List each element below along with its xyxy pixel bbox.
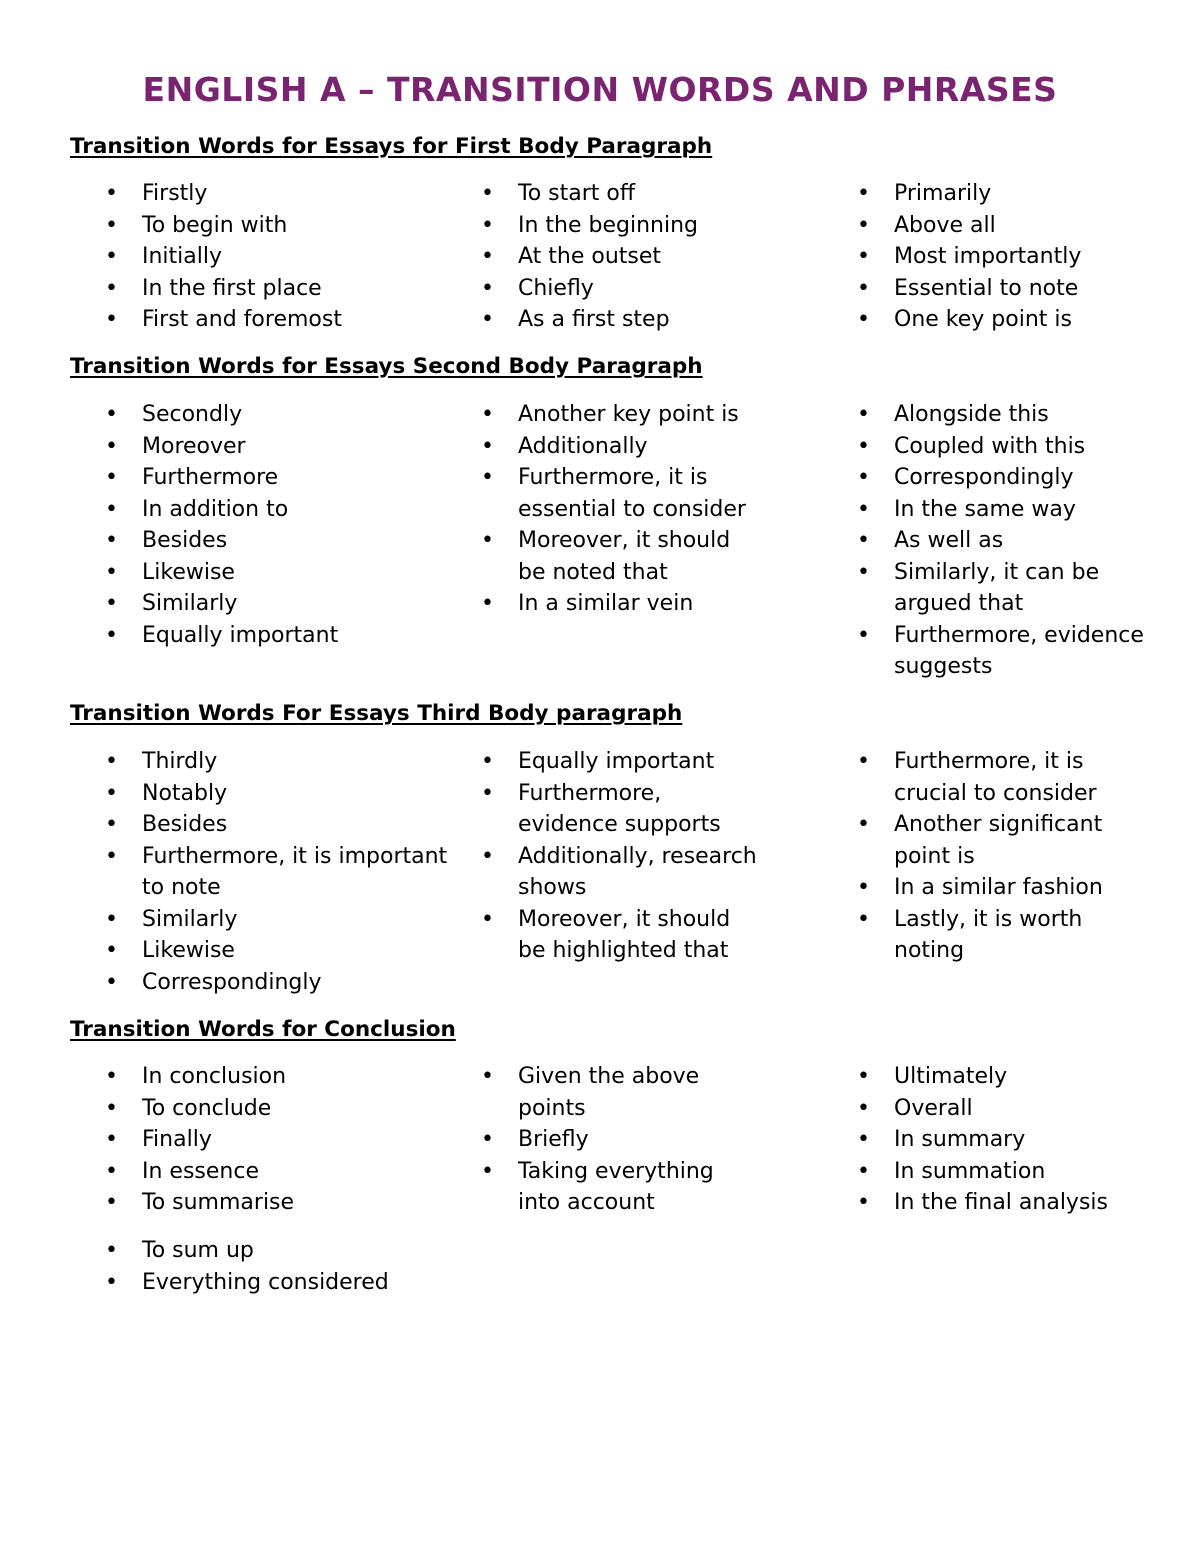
list-item-text: Correspondingly bbox=[894, 465, 1074, 490]
bullet-icon: • bbox=[857, 749, 870, 774]
list-item-text: Additionally, research shows bbox=[518, 843, 757, 900]
list-item-text: Initially bbox=[142, 244, 223, 269]
bullet-icon: • bbox=[857, 181, 870, 206]
list-item bbox=[105, 1156, 462, 1188]
list-item bbox=[857, 304, 1144, 336]
list-item-text: In a similar fashion bbox=[894, 875, 1103, 900]
bullet-icon: • bbox=[481, 528, 494, 553]
bullet-icon: • bbox=[105, 1064, 118, 1089]
list-item-text: Furthermore, evidence suggests bbox=[894, 622, 1144, 679]
list-item-text: Finally bbox=[142, 1127, 212, 1152]
list-item bbox=[857, 872, 1144, 904]
section-heading: Transition Words for Essays for First Body Paragraph bbox=[70, 134, 713, 159]
list-item bbox=[481, 1061, 758, 1124]
bullet-icon: • bbox=[857, 307, 870, 332]
word-list-column-2 bbox=[481, 1061, 758, 1219]
list-item-text: In essence bbox=[142, 1158, 259, 1184]
bullet-icon: • bbox=[105, 1095, 118, 1121]
bullet-icon: • bbox=[105, 969, 118, 995]
list-item bbox=[481, 241, 758, 273]
list-item-text: To conclude bbox=[142, 1095, 272, 1121]
list-item bbox=[481, 210, 758, 242]
page-title: ENGLISH A – TRANSITION WORDS AND PHRASES bbox=[142, 70, 1058, 109]
list-item bbox=[105, 1267, 462, 1299]
bullet-icon: • bbox=[105, 591, 118, 616]
bullet-icon: • bbox=[481, 433, 494, 459]
list-item-text: Moreover, it should be highlighted that bbox=[518, 906, 731, 963]
list-item bbox=[105, 904, 462, 936]
list-item bbox=[857, 1061, 1144, 1093]
bullet-icon: • bbox=[481, 1158, 494, 1184]
bullet-icon: • bbox=[105, 307, 118, 332]
section-heading: Transition Words for Conclusion bbox=[70, 1017, 456, 1042]
bullet-icon: • bbox=[857, 212, 870, 238]
list-item bbox=[105, 557, 462, 589]
list-item-text: Most importantly bbox=[894, 244, 1082, 269]
list-item-text: In the first place bbox=[142, 275, 322, 301]
list-item-text: As a first step bbox=[518, 307, 670, 332]
list-item-text: Moreover, it should be noted that bbox=[518, 528, 731, 585]
list-item bbox=[857, 431, 1144, 463]
list-item bbox=[857, 620, 1144, 683]
list-item-text: Likewise bbox=[142, 559, 235, 585]
list-item-text: Primarily bbox=[894, 181, 992, 206]
list-item-text: Besides bbox=[142, 528, 228, 553]
list-item bbox=[105, 841, 462, 904]
list-item-text: To sum up bbox=[142, 1238, 254, 1263]
bullet-icon: • bbox=[105, 938, 118, 963]
list-item bbox=[481, 841, 758, 904]
bullet-icon: • bbox=[105, 244, 118, 269]
list-item bbox=[857, 809, 1144, 872]
bullet-icon: • bbox=[857, 528, 870, 553]
word-list-column-2 bbox=[481, 746, 758, 967]
list-item-text: Similarly bbox=[142, 906, 238, 932]
list-item bbox=[857, 1156, 1144, 1188]
list-item-text: At the outset bbox=[518, 244, 662, 269]
bullet-icon: • bbox=[481, 1064, 494, 1089]
list-item bbox=[105, 1187, 462, 1219]
list-item bbox=[481, 778, 758, 841]
list-item bbox=[481, 273, 758, 305]
bullet-icon: • bbox=[481, 1127, 494, 1152]
list-item bbox=[857, 1187, 1144, 1219]
list-item bbox=[481, 1156, 758, 1219]
list-item bbox=[857, 1093, 1144, 1125]
list-item-text: Additionally bbox=[518, 433, 648, 459]
list-item-text: Equally important bbox=[518, 749, 715, 774]
bullet-icon: • bbox=[105, 1269, 118, 1295]
bullet-icon: • bbox=[481, 591, 494, 616]
bullet-icon: • bbox=[857, 1190, 870, 1215]
bullet-icon: • bbox=[857, 1127, 870, 1152]
list-item bbox=[857, 1124, 1144, 1156]
list-item bbox=[481, 746, 758, 778]
section-heading: Transition Words For Essays Third Body paragraph bbox=[70, 701, 683, 726]
list-item bbox=[481, 1124, 758, 1156]
list-item bbox=[481, 462, 758, 525]
list-item bbox=[481, 904, 758, 967]
bullet-icon: • bbox=[105, 559, 118, 585]
bullet-icon: • bbox=[105, 1190, 118, 1215]
list-item bbox=[857, 273, 1144, 305]
bullet-icon: • bbox=[481, 749, 494, 774]
bullet-icon: • bbox=[857, 875, 870, 900]
bullet-icon: • bbox=[105, 465, 118, 490]
list-item-text: Thirdly bbox=[142, 749, 218, 774]
word-list-column-1 bbox=[105, 178, 462, 336]
list-item bbox=[105, 588, 462, 620]
list-item-text: Given the above points bbox=[518, 1064, 700, 1121]
list-item-text: Ultimately bbox=[894, 1064, 1008, 1089]
word-list-column-1 bbox=[105, 399, 462, 651]
list-item bbox=[105, 967, 462, 999]
list-item-text: Essential to note bbox=[894, 275, 1079, 301]
word-list-extra bbox=[105, 1235, 462, 1298]
bullet-icon: • bbox=[105, 181, 118, 206]
list-item bbox=[105, 1124, 462, 1156]
list-item bbox=[105, 178, 462, 210]
list-item-text: Firstly bbox=[142, 181, 208, 206]
bullet-icon: • bbox=[857, 906, 870, 932]
list-item-text: Equally important bbox=[142, 622, 339, 648]
list-item-text: Coupled with this bbox=[894, 433, 1086, 459]
bullet-icon: • bbox=[857, 559, 870, 585]
list-item-text: Lastly, it is worth noting bbox=[894, 906, 1083, 963]
list-item bbox=[857, 399, 1144, 431]
bullet-icon: • bbox=[105, 749, 118, 774]
list-item bbox=[857, 904, 1144, 967]
bullet-icon: • bbox=[105, 843, 118, 869]
bullet-icon: • bbox=[481, 402, 494, 427]
list-item-text: Briefly bbox=[518, 1127, 589, 1152]
bullet-icon: • bbox=[105, 812, 118, 837]
bullet-icon: • bbox=[857, 496, 870, 522]
bullet-icon: • bbox=[857, 1095, 870, 1121]
list-item bbox=[857, 462, 1144, 494]
word-list-column-1 bbox=[105, 746, 462, 998]
bullet-icon: • bbox=[857, 1158, 870, 1184]
bullet-icon: • bbox=[481, 212, 494, 238]
word-list-column-3 bbox=[857, 399, 1144, 683]
list-item-text: Another key point is bbox=[518, 402, 739, 427]
list-item-text: One key point is bbox=[894, 307, 1072, 332]
list-item bbox=[857, 210, 1144, 242]
list-item-text: Overall bbox=[894, 1095, 973, 1121]
list-item-text: Chiefly bbox=[518, 275, 594, 301]
bullet-icon: • bbox=[105, 906, 118, 932]
list-item bbox=[481, 525, 758, 588]
bullet-icon: • bbox=[105, 433, 118, 459]
list-item-text: Furthermore, it is important to note bbox=[142, 843, 448, 900]
list-item bbox=[105, 399, 462, 431]
list-item-text: Similarly, it can be argued that bbox=[894, 559, 1100, 616]
bullet-icon: • bbox=[105, 402, 118, 427]
list-item bbox=[105, 273, 462, 305]
list-item bbox=[105, 746, 462, 778]
list-item bbox=[105, 620, 462, 652]
list-item bbox=[481, 399, 758, 431]
bullet-icon: • bbox=[481, 906, 494, 932]
bullet-icon: • bbox=[105, 1127, 118, 1152]
list-item bbox=[857, 178, 1144, 210]
list-item-text: In summation bbox=[894, 1158, 1046, 1184]
list-item-text: Notably bbox=[142, 780, 228, 806]
bullet-icon: • bbox=[481, 244, 494, 269]
list-item bbox=[105, 1093, 462, 1125]
bullet-icon: • bbox=[857, 1064, 870, 1089]
word-list-column-3 bbox=[857, 178, 1144, 336]
list-item-text: Furthermore, evidence supports bbox=[518, 780, 721, 837]
word-list-column-3 bbox=[857, 746, 1144, 967]
list-item bbox=[105, 778, 462, 810]
list-item bbox=[105, 1235, 462, 1267]
word-list-column-2 bbox=[481, 399, 758, 620]
list-item-text: Everything considered bbox=[142, 1269, 389, 1295]
bullet-icon: • bbox=[857, 465, 870, 490]
list-item bbox=[105, 1061, 462, 1093]
list-item bbox=[105, 525, 462, 557]
list-item-text: Another significant point is bbox=[894, 812, 1103, 869]
bullet-icon: • bbox=[857, 244, 870, 269]
list-item-text: Furthermore bbox=[142, 465, 279, 490]
list-item-text: Alongside this bbox=[894, 402, 1049, 427]
list-item-text: In addition to bbox=[142, 496, 289, 522]
list-item-text: To begin with bbox=[142, 212, 288, 238]
bullet-icon: • bbox=[105, 1158, 118, 1184]
list-item-text: As well as bbox=[894, 528, 1004, 553]
list-item bbox=[857, 557, 1144, 620]
word-list-column-3 bbox=[857, 1061, 1144, 1219]
list-item-text: Furthermore, it is essential to consider bbox=[518, 465, 746, 522]
bullet-icon: • bbox=[857, 622, 870, 648]
list-item-text: In summary bbox=[894, 1127, 1026, 1152]
list-item-text: Likewise bbox=[142, 938, 235, 963]
bullet-icon: • bbox=[857, 402, 870, 427]
list-item-text: Furthermore, it is crucial to consider bbox=[894, 749, 1097, 806]
list-item-text: In conclusion bbox=[142, 1064, 287, 1089]
bullet-icon: • bbox=[105, 528, 118, 553]
list-item bbox=[481, 304, 758, 336]
word-list-column-2 bbox=[481, 178, 758, 336]
bullet-icon: • bbox=[105, 780, 118, 806]
bullet-icon: • bbox=[481, 843, 494, 869]
list-item bbox=[105, 241, 462, 273]
bullet-icon: • bbox=[857, 433, 870, 459]
list-item bbox=[105, 304, 462, 336]
list-item-text: In the final analysis bbox=[894, 1190, 1108, 1215]
bullet-icon: • bbox=[105, 275, 118, 301]
list-item bbox=[105, 935, 462, 967]
list-item-text: Secondly bbox=[142, 402, 243, 427]
bullet-icon: • bbox=[105, 496, 118, 522]
bullet-icon: • bbox=[481, 780, 494, 806]
list-item bbox=[105, 462, 462, 494]
list-item-text: In a similar vein bbox=[518, 591, 694, 616]
bullet-icon: • bbox=[481, 181, 494, 206]
list-item-text: To summarise bbox=[142, 1190, 295, 1215]
list-item-text: Correspondingly bbox=[142, 969, 322, 995]
bullet-icon: • bbox=[481, 465, 494, 490]
list-item-text: Besides bbox=[142, 812, 228, 837]
list-item bbox=[857, 494, 1144, 526]
list-item bbox=[105, 431, 462, 463]
list-item bbox=[857, 241, 1144, 273]
bullet-icon: • bbox=[481, 307, 494, 332]
section-heading: Transition Words for Essays Second Body Paragraph bbox=[70, 354, 703, 379]
bullet-icon: • bbox=[481, 275, 494, 301]
list-item bbox=[481, 588, 758, 620]
list-item bbox=[857, 746, 1144, 809]
list-item bbox=[857, 525, 1144, 557]
list-item bbox=[481, 431, 758, 463]
list-item-text: To start off bbox=[518, 181, 636, 206]
list-item bbox=[105, 210, 462, 242]
bullet-icon: • bbox=[857, 275, 870, 301]
list-item-text: In the same way bbox=[894, 496, 1076, 522]
bullet-icon: • bbox=[105, 212, 118, 238]
bullet-icon: • bbox=[857, 812, 870, 837]
list-item bbox=[481, 178, 758, 210]
list-item-text: Above all bbox=[894, 212, 996, 238]
list-item-text: In the beginning bbox=[518, 212, 699, 238]
list-item-text: Moreover bbox=[142, 433, 246, 459]
bullet-icon: • bbox=[105, 622, 118, 648]
list-item-text: Similarly bbox=[142, 591, 238, 616]
list-item-text: Taking everything into account bbox=[518, 1158, 714, 1215]
word-list-column-1 bbox=[105, 1061, 462, 1219]
list-item-text: First and foremost bbox=[142, 307, 342, 332]
bullet-icon: • bbox=[105, 1238, 118, 1263]
list-item bbox=[105, 809, 462, 841]
list-item bbox=[105, 494, 462, 526]
